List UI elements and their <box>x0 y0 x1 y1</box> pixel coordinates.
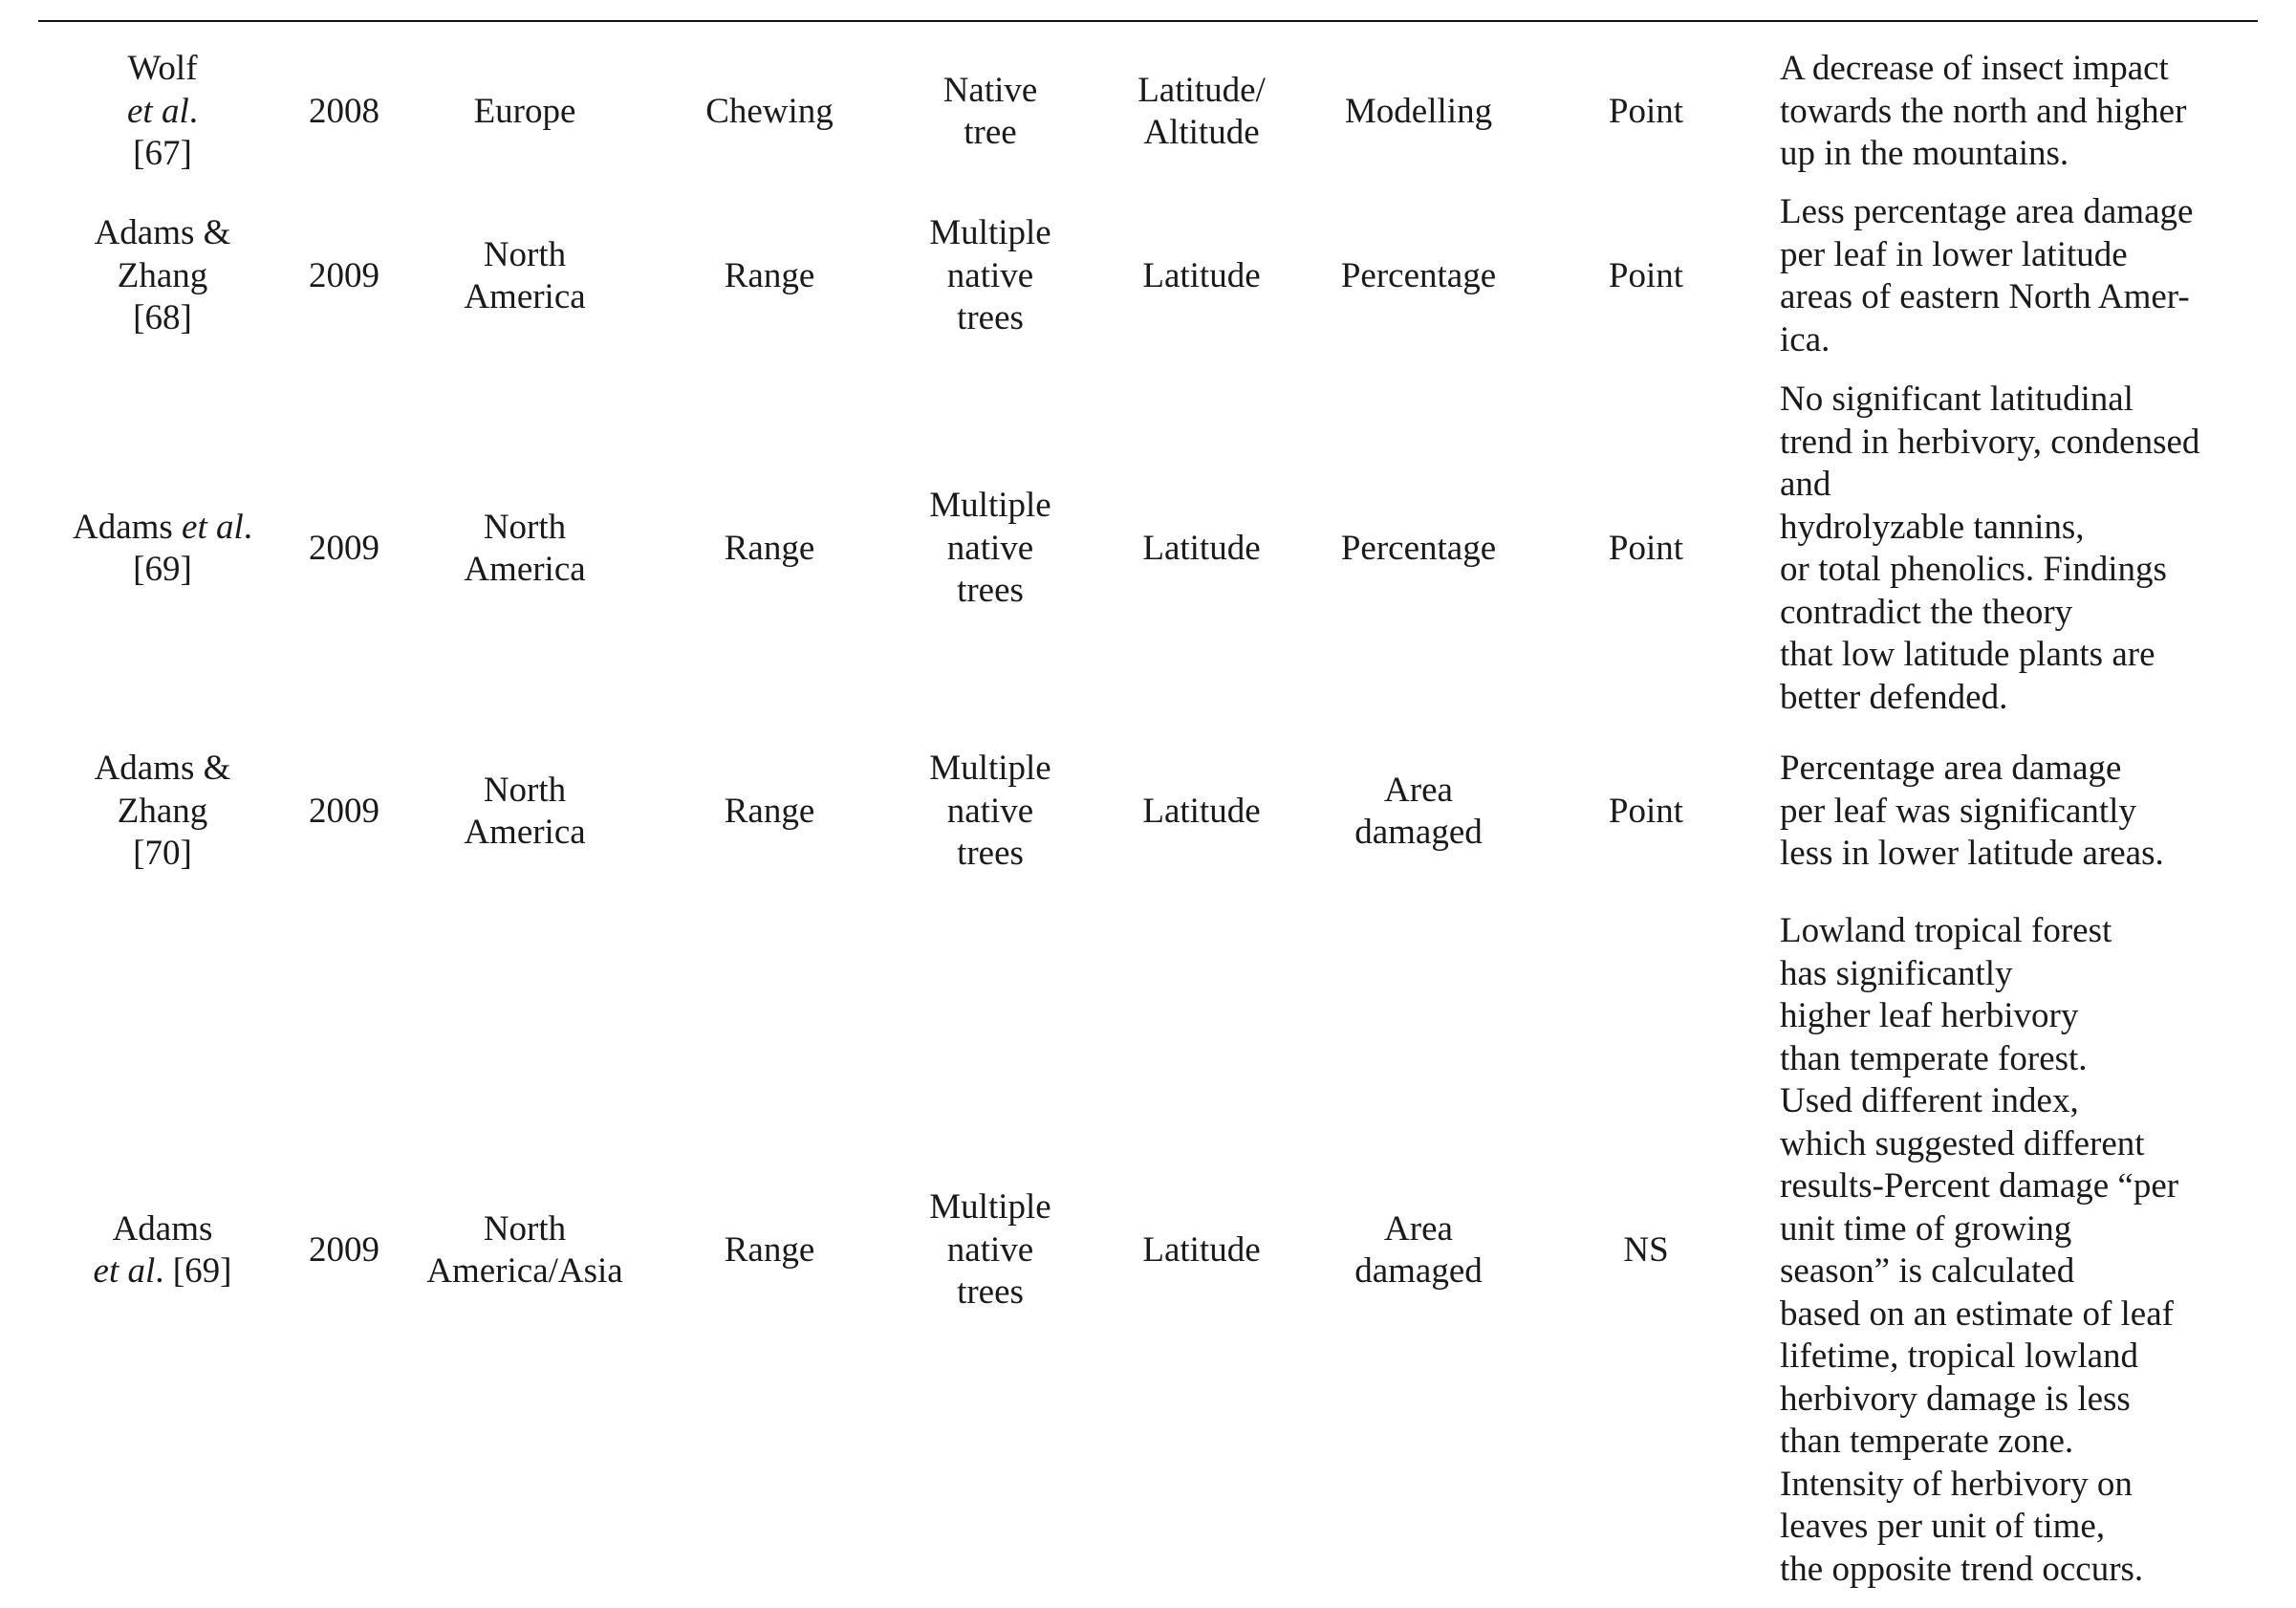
author-italic-text: et al <box>182 507 244 547</box>
host-cell: Multiple native trees <box>929 213 1051 338</box>
finding-line: Percentage area damage <box>1780 749 2122 789</box>
table-row <box>38 728 2258 895</box>
table-row <box>38 184 2258 369</box>
finding-cell <box>1768 369 2258 728</box>
finding-line: ica. <box>1780 319 1830 359</box>
finding-line: than temperate zone. <box>1780 1422 2074 1461</box>
finding-line: contradict the theory <box>1780 592 2073 632</box>
finding-line: that low latitude plants are <box>1780 635 2155 674</box>
feeding-cell: Range <box>724 528 815 568</box>
finding-line: than temperate forest. <box>1780 1038 2088 1078</box>
host-cell: Native tree <box>942 70 1038 152</box>
sampling-cell: NS <box>1623 1229 1669 1270</box>
region-cell: Europe <box>473 91 576 131</box>
finding-line: up in the mountains. <box>1780 134 2069 174</box>
sampling-cell: Point <box>1608 255 1684 295</box>
finding-line: less in lower latitude areas. <box>1780 834 2164 874</box>
author-text: Adams <box>112 1208 213 1249</box>
author-cell <box>38 728 287 895</box>
literature-summary-table <box>38 40 2258 1606</box>
gradient-cell: Latitude/ Altitude <box>1137 70 1266 152</box>
table-body <box>38 40 2258 1606</box>
author-text: Adams <box>72 507 183 547</box>
finding-line: towards the north and higher <box>1780 91 2187 131</box>
measure-cell: Percentage <box>1340 528 1497 568</box>
author-italic-text: et al <box>93 1251 156 1291</box>
author-cell <box>38 40 287 184</box>
author-text: Wolf <box>127 49 198 89</box>
finding-line: trend in herbivory, condensed <box>1780 422 2200 462</box>
author-text: . [69] <box>133 507 253 589</box>
feeding-cell: Chewing <box>705 91 834 131</box>
feeding-cell: Range <box>724 255 815 295</box>
measure-cell: Percentage <box>1340 255 1497 295</box>
table-row <box>38 40 2258 184</box>
finding-line: Less percentage area damage <box>1780 192 2194 231</box>
sampling-cell: Point <box>1608 791 1684 831</box>
finding-line: leaves per unit of time, <box>1780 1507 2106 1546</box>
finding-line: per leaf in lower latitude <box>1780 234 2128 274</box>
author-text: Adams & Zhang [70] <box>94 749 231 874</box>
year-cell: 2009 <box>309 791 379 831</box>
author-text: . [67] <box>133 91 198 174</box>
finding-line: per leaf was significantly <box>1780 791 2136 831</box>
gradient-cell: Latitude <box>1142 255 1261 295</box>
author-text: Adams & Zhang [68] <box>94 213 231 338</box>
finding-line: which suggested different <box>1780 1123 2145 1163</box>
finding-cell <box>1768 728 2258 895</box>
gradient-cell: Latitude <box>1142 791 1261 831</box>
author-text: . [69] <box>155 1251 232 1291</box>
host-cell: Multiple native trees <box>929 1187 1051 1313</box>
year-cell: 2009 <box>309 1229 379 1270</box>
finding-line: or total phenolics. Findings <box>1780 550 2167 589</box>
finding-cell <box>1768 40 2258 184</box>
table-top-rule <box>38 20 2258 22</box>
region-cell: North America <box>464 234 586 316</box>
finding-line: hydrolyzable tannins, <box>1780 507 2085 547</box>
year-cell: 2009 <box>309 255 379 295</box>
author-cell <box>38 369 287 728</box>
measure-cell: Area damaged <box>1354 770 1483 852</box>
feeding-cell: Range <box>724 791 815 831</box>
finding-line: A decrease of insect impact <box>1780 49 2169 89</box>
author-cell <box>38 184 287 369</box>
author-italic-text: et al <box>127 91 189 131</box>
finding-line: Intensity of herbivory on <box>1780 1464 2133 1504</box>
finding-line: better defended. <box>1780 677 2008 717</box>
author-cell <box>38 895 287 1606</box>
finding-line: areas of eastern North Amer- <box>1780 277 2190 316</box>
host-cell: Multiple native trees <box>929 486 1051 611</box>
finding-line: based on an estimate of leaf <box>1780 1293 2174 1334</box>
finding-line: lifetime, tropical lowland <box>1780 1336 2139 1376</box>
gradient-cell: Latitude <box>1142 1229 1261 1270</box>
sampling-cell: Point <box>1608 528 1684 568</box>
host-cell: Multiple native trees <box>929 749 1051 874</box>
table-row <box>38 895 2258 1606</box>
finding-line: No significant latitudinal <box>1780 380 2134 419</box>
finding-line: Used different index, <box>1780 1081 2079 1120</box>
finding-line: season” is calculated <box>1780 1251 2075 1291</box>
table-row <box>38 369 2258 728</box>
finding-line: Lowland tropical forest <box>1780 911 2112 950</box>
sampling-cell: Point <box>1608 91 1684 131</box>
finding-cell <box>1768 895 2258 1606</box>
year-cell: 2009 <box>309 528 379 568</box>
finding-line: and <box>1780 465 1831 504</box>
finding-line: results-Percent damage “per <box>1780 1166 2179 1206</box>
finding-line: herbivory damage is less <box>1780 1379 2131 1419</box>
finding-line: higher leaf herbivory <box>1780 996 2079 1035</box>
feeding-cell: Range <box>724 1229 815 1270</box>
measure-cell: Area damaged <box>1354 1208 1483 1291</box>
region-cell: North America <box>464 770 586 852</box>
finding-cell <box>1768 184 2258 369</box>
region-cell: North America/Asia <box>426 1208 623 1291</box>
year-cell: 2008 <box>309 91 379 131</box>
finding-line: has significantly <box>1780 953 2013 993</box>
region-cell: North America <box>464 507 586 589</box>
gradient-cell: Latitude <box>1142 528 1261 568</box>
finding-line: the opposite trend occurs. <box>1780 1549 2144 1589</box>
measure-cell: Modelling <box>1344 91 1493 131</box>
finding-line: unit time of growing <box>1780 1208 2072 1249</box>
